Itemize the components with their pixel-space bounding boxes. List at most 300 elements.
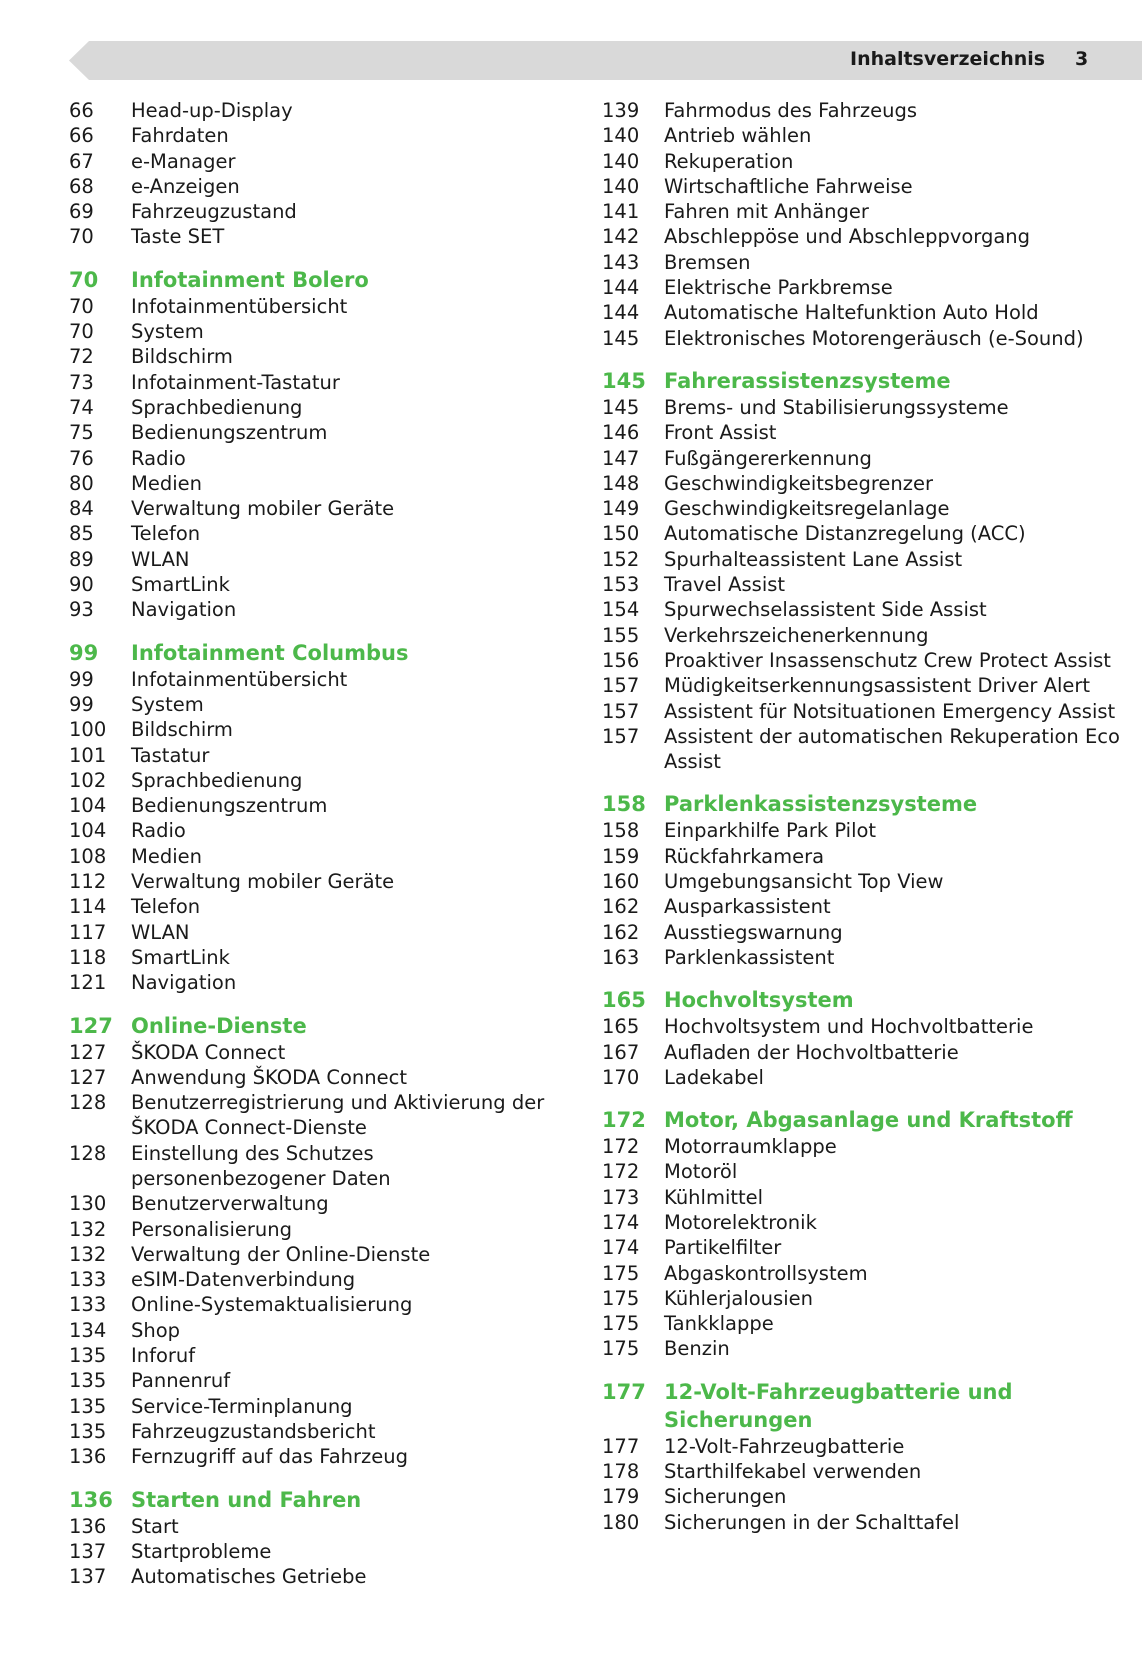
toc-entry[interactable]	[69, 521, 569, 546]
toc-page-number: 153	[602, 573, 640, 597]
toc-page-number: 104	[69, 794, 107, 818]
toc-title: Fußgängererkennung	[664, 446, 872, 470]
toc-page-number: 136	[69, 1487, 113, 1512]
toc-page-number: 121	[69, 971, 107, 995]
toc-title: Tastatur	[131, 743, 210, 767]
toc-page-number: 157	[602, 724, 640, 748]
toc-title: Geschwindigkeitsregelanlage	[664, 497, 950, 521]
toc-title: e-Manager	[131, 149, 236, 173]
toc-page-number: 140	[602, 124, 640, 148]
toc-title: Online-Systemaktualisierung	[131, 1293, 413, 1317]
toc-entry[interactable]	[69, 547, 569, 572]
toc-page-number: 137	[69, 1565, 107, 1589]
toc-title: Motoröl	[664, 1160, 738, 1184]
toc-entry[interactable]	[602, 1434, 1122, 1459]
toc-page-number: 127	[69, 1040, 107, 1064]
toc-title: Abschleppöse und Abschleppvorgang	[664, 225, 1031, 249]
toc-title: Startprobleme	[131, 1539, 272, 1563]
toc-entry[interactable]	[602, 1311, 1122, 1336]
toc-entry[interactable]	[602, 1235, 1122, 1260]
toc-page-number: 137	[69, 1539, 107, 1563]
toc-section-heading[interactable]	[602, 986, 1122, 1014]
toc-entry[interactable]	[69, 1065, 569, 1090]
toc-page-number: 112	[69, 870, 107, 894]
toc-entry[interactable]	[602, 547, 1122, 572]
toc-title: Parklenkassistenzsysteme	[664, 792, 978, 817]
toc-title: Ausstiegswarnung	[664, 920, 843, 944]
toc-page-number: 147	[602, 446, 640, 470]
toc-entry[interactable]	[69, 1514, 569, 1539]
toc-page-number: 69	[69, 200, 94, 224]
toc-title: Radio	[131, 446, 186, 470]
toc-page-number: 80	[69, 471, 94, 495]
toc-page-number: 85	[69, 522, 94, 546]
toc-title: Automatische Haltefunktion Auto Hold	[664, 301, 1039, 325]
toc-entry[interactable]	[69, 1444, 569, 1469]
toc-page-number: 141	[602, 200, 640, 224]
toc-entry[interactable]	[602, 945, 1122, 970]
toc-page-number: 67	[69, 149, 94, 173]
toc-page-number: 155	[602, 623, 640, 647]
toc-page-number: 150	[602, 522, 640, 546]
toc-page-number: 177	[602, 1379, 646, 1404]
toc-entry[interactable]	[69, 894, 569, 919]
toc-title: Rekuperation	[664, 149, 794, 173]
toc-title: System	[131, 320, 204, 344]
toc-title: Automatische Distanzregelung (ACC)	[664, 522, 1026, 546]
toc-page-number: 74	[69, 395, 94, 419]
toc-entry[interactable]	[69, 1394, 569, 1419]
toc-entry[interactable]	[602, 1484, 1122, 1509]
toc-page-number: 158	[602, 792, 646, 817]
toc-entry[interactable]	[69, 174, 569, 199]
toc-entry[interactable]	[602, 395, 1122, 420]
toc-page-number: 99	[69, 667, 94, 691]
toc-page-number: 160	[602, 870, 640, 894]
toc-title: Starthilfekabel verwenden	[664, 1460, 922, 1484]
toc-page-number: 70	[69, 294, 94, 318]
page-number: 3	[1075, 48, 1089, 70]
toc-page-number: 70	[69, 225, 94, 249]
toc-entry[interactable]	[69, 1419, 569, 1444]
toc-title: Motorraumklappe	[664, 1135, 837, 1159]
toc-entry[interactable]	[602, 250, 1122, 275]
toc-page-number: 163	[602, 945, 640, 969]
toc-page-number: 174	[602, 1210, 640, 1234]
toc-title: Parklenkassistent	[664, 945, 835, 969]
toc-page-number: 99	[69, 640, 99, 665]
toc-title: Verwaltung mobiler Geräte	[131, 870, 395, 894]
toc-column-right	[602, 98, 1122, 1535]
toc-page-number: 128	[69, 1091, 107, 1115]
toc-title: Telefon	[131, 522, 201, 546]
toc-page-number: 130	[69, 1192, 107, 1216]
toc-entry[interactable]	[69, 1343, 569, 1368]
toc-page-number: 145	[602, 326, 640, 350]
toc-page-number: 136	[69, 1445, 107, 1469]
toc-section-heading[interactable]	[69, 266, 569, 294]
toc-title: Antrieb wählen	[664, 124, 812, 148]
toc-title: Automatisches Getriebe	[131, 1565, 367, 1589]
toc-title: Taste SET	[131, 225, 225, 249]
toc-section-heading[interactable]	[602, 790, 1122, 818]
toc-entry[interactable]	[602, 920, 1122, 945]
toc-entry[interactable]	[602, 1159, 1122, 1184]
toc-title: Pannenruf	[131, 1369, 231, 1393]
toc-page-number: 135	[69, 1419, 107, 1443]
toc-title: Müdigkeitserkennungsassistent Driver Alert	[664, 674, 1091, 698]
toc-page-number: 175	[602, 1312, 640, 1336]
toc-title: Ladekabel	[664, 1065, 764, 1089]
toc-entry[interactable]	[69, 319, 569, 344]
toc-page-number: 170	[602, 1065, 640, 1089]
toc-entry[interactable]	[602, 496, 1122, 521]
toc-title: Einstellung des Schutzes personenbezogener Daten	[131, 1141, 391, 1190]
toc-title: Bildschirm	[131, 718, 233, 742]
toc-entry[interactable]	[69, 1267, 569, 1292]
toc-entry[interactable]	[602, 1510, 1122, 1535]
toc-title: Navigation	[131, 971, 237, 995]
toc-page-number: 180	[602, 1510, 640, 1534]
toc-title: Fahrdaten	[131, 124, 229, 148]
toc-page-number: 108	[69, 844, 107, 868]
toc-entry[interactable]	[69, 294, 569, 319]
toc-entry[interactable]	[602, 1286, 1122, 1311]
toc-entry[interactable]	[69, 1539, 569, 1564]
toc-page-number: 70	[69, 320, 94, 344]
toc-entry[interactable]	[602, 199, 1122, 224]
toc-entry[interactable]	[602, 174, 1122, 199]
toc-page-number: 135	[69, 1344, 107, 1368]
toc-page-number: 101	[69, 743, 107, 767]
toc-title: Travel Assist	[664, 573, 786, 597]
toc-page-number: 175	[602, 1286, 640, 1310]
toc-page-number: 172	[602, 1135, 640, 1159]
toc-page-number: 139	[602, 99, 640, 122]
toc-entry[interactable]	[69, 572, 569, 597]
toc-entry[interactable]	[602, 699, 1122, 724]
toc-entry[interactable]	[69, 420, 569, 445]
toc-title: WLAN	[131, 920, 190, 944]
toc-entry[interactable]	[602, 123, 1122, 148]
toc-entry[interactable]	[69, 970, 569, 995]
toc-page-number: 133	[69, 1293, 107, 1317]
toc-page-number: 175	[602, 1337, 640, 1361]
toc-title: Fahrmodus des Fahrzeugs	[664, 99, 918, 122]
toc-page-number: 174	[602, 1236, 640, 1260]
toc-title: SmartLink	[131, 573, 230, 597]
toc-page-number: 114	[69, 895, 107, 919]
toc-entry[interactable]	[69, 1191, 569, 1216]
toc-title: Medien	[131, 471, 202, 495]
toc-title: Service-Terminplanung	[131, 1394, 353, 1418]
toc-entry[interactable]	[69, 844, 569, 869]
toc-title: Online-Dienste	[131, 1013, 307, 1038]
toc-entry[interactable]	[602, 1210, 1122, 1235]
toc-entry[interactable]	[602, 673, 1122, 698]
toc-page-number: 134	[69, 1318, 107, 1342]
toc-title: Verkehrszeichenerkennung	[664, 623, 929, 647]
toc-page-number: 93	[69, 598, 94, 622]
toc-entry[interactable]	[69, 1242, 569, 1267]
toc-entry[interactable]	[69, 1090, 569, 1141]
toc-entry[interactable]	[602, 1065, 1122, 1090]
toc-entry[interactable]	[69, 344, 569, 369]
toc-title: eSIM-Datenverbindung	[131, 1268, 356, 1292]
toc-entry[interactable]	[602, 724, 1122, 775]
toc-page-number: 149	[602, 497, 640, 521]
toc-page-number: 159	[602, 844, 640, 868]
toc-page-number: 152	[602, 547, 640, 571]
toc-title: Partikelfilter	[664, 1236, 782, 1260]
toc-title: Benzin	[664, 1337, 730, 1361]
toc-section-heading[interactable]	[69, 639, 569, 667]
toc-section-heading[interactable]	[69, 1012, 569, 1040]
toc-title: Personalisierung	[131, 1217, 292, 1241]
toc-entry[interactable]	[69, 98, 569, 123]
toc-entry[interactable]	[69, 446, 569, 471]
toc-title: Radio	[131, 819, 186, 843]
toc-title: ŠKODA Connect	[131, 1040, 286, 1064]
toc-entry[interactable]	[602, 149, 1122, 174]
toc-page-number: 142	[602, 225, 640, 249]
toc-entry[interactable]	[602, 420, 1122, 445]
toc-title: Fernzugriff auf das Fahrzeug	[131, 1445, 408, 1469]
toc-entry[interactable]	[69, 743, 569, 768]
toc-title: Umgebungsansicht Top View	[664, 870, 944, 894]
toc-column-left	[69, 98, 569, 1589]
toc-entry[interactable]	[602, 326, 1122, 351]
toc-page-number: 135	[69, 1369, 107, 1393]
toc-page-number: 162	[602, 920, 640, 944]
toc-page-number: 72	[69, 345, 94, 369]
toc-entry[interactable]	[69, 370, 569, 395]
toc-entry[interactable]	[69, 1368, 569, 1393]
toc-entry[interactable]	[602, 1185, 1122, 1210]
toc-section-heading[interactable]	[602, 1106, 1122, 1134]
toc-entry[interactable]	[602, 1040, 1122, 1065]
toc-page-number: 132	[69, 1217, 107, 1241]
toc-entry[interactable]	[602, 597, 1122, 622]
toc-title: Elektrische Parkbremse	[664, 276, 893, 300]
toc-title: Bildschirm	[131, 345, 233, 369]
toc-section-heading[interactable]	[69, 1486, 569, 1514]
toc-page-number: 144	[602, 301, 640, 325]
toc-title: Front Assist	[664, 421, 777, 445]
toc-title: Rückfahrkamera	[664, 844, 825, 868]
toc-page-number: 99	[69, 692, 94, 716]
toc-entry[interactable]	[602, 300, 1122, 325]
toc-entry[interactable]	[602, 1014, 1122, 1039]
toc-entry[interactable]	[69, 1564, 569, 1589]
toc-entry[interactable]	[602, 572, 1122, 597]
toc-page-number: 140	[602, 149, 640, 173]
toc-title: Kühlerjalousien	[664, 1286, 813, 1310]
toc-entry[interactable]	[69, 1040, 569, 1065]
toc-title: Assistent der automatischen Rekuperation Eco Assist	[664, 724, 1120, 774]
toc-title: Verwaltung mobiler Geräte	[131, 497, 395, 521]
toc-page-number: 154	[602, 598, 640, 622]
toc-title: Aufladen der Hochvoltbatterie	[664, 1040, 959, 1064]
toc-title: Tankklappe	[664, 1312, 774, 1336]
toc-title: Anwendung ŠKODA Connect	[131, 1065, 407, 1089]
toc-entry[interactable]	[69, 395, 569, 420]
toc-entry[interactable]	[69, 496, 569, 521]
toc-title: Fahrzeugzustand	[131, 200, 297, 224]
toc-page-number: 100	[69, 718, 107, 742]
toc-title: Sprachbedienung	[131, 395, 303, 419]
toc-title: Hochvoltsystem	[664, 988, 854, 1013]
toc-page-number: 117	[69, 920, 107, 944]
toc-title: WLAN	[131, 547, 190, 571]
toc-page-number: 127	[69, 1013, 113, 1038]
toc-page-number: 172	[602, 1108, 646, 1133]
toc-page-number: 76	[69, 446, 94, 470]
toc-entry[interactable]	[69, 692, 569, 717]
toc-title: Brems- und Stabilisierungssysteme	[664, 395, 1009, 419]
toc-entry[interactable]	[602, 818, 1122, 843]
toc-title: Motorelektronik	[664, 1210, 817, 1234]
toc-page-number: 118	[69, 945, 107, 969]
toc-entry[interactable]	[69, 869, 569, 894]
toc-title: Sicherungen	[664, 1485, 787, 1509]
toc-page-number: 70	[69, 267, 99, 292]
toc-entry[interactable]	[69, 793, 569, 818]
toc-entry[interactable]	[602, 224, 1122, 249]
toc-page-number: 146	[602, 421, 640, 445]
toc-page-number: 145	[602, 395, 640, 419]
toc-title: Benutzerverwaltung	[131, 1192, 329, 1216]
toc-page-number: 140	[602, 174, 640, 198]
toc-title: Inforuf	[131, 1344, 196, 1368]
toc-entry[interactable]	[602, 471, 1122, 496]
toc-title: Infotainment Columbus	[131, 640, 409, 665]
toc-entry[interactable]	[69, 149, 569, 174]
toc-entry[interactable]	[69, 818, 569, 843]
toc-entry[interactable]	[602, 648, 1122, 673]
toc-entry[interactable]	[602, 521, 1122, 546]
toc-entry[interactable]	[602, 1261, 1122, 1286]
toc-entry[interactable]	[602, 894, 1122, 919]
toc-title: SmartLink	[131, 945, 230, 969]
toc-section-heading[interactable]	[602, 1378, 1122, 1434]
toc-page-number: 135	[69, 1394, 107, 1418]
toc-entry[interactable]	[69, 1141, 569, 1192]
toc-entry[interactable]	[602, 1459, 1122, 1484]
toc-entry[interactable]	[69, 920, 569, 945]
toc-page-number: 156	[602, 648, 640, 672]
toc-title: Fahrzeugzustandsbericht	[131, 1419, 376, 1443]
toc-page-number: 175	[602, 1261, 640, 1285]
toc-entry[interactable]	[69, 1318, 569, 1343]
toc-title: Bedienungszentrum	[131, 794, 328, 818]
toc-title: Infotainment Bolero	[131, 267, 369, 292]
toc-entry[interactable]	[69, 717, 569, 742]
toc-title: Hochvoltsystem und Hochvoltbatterie	[664, 1015, 1034, 1039]
toc-title: Ausparkassistent	[664, 895, 831, 919]
toc-entry[interactable]	[69, 471, 569, 496]
toc-title: Starten und Fahren	[131, 1487, 362, 1512]
toc-entry[interactable]	[69, 667, 569, 692]
toc-page-number: 89	[69, 547, 94, 571]
toc-entry[interactable]	[69, 224, 569, 249]
toc-title: Einparkhilfe Park Pilot	[664, 819, 877, 843]
toc-page-number: 127	[69, 1065, 107, 1089]
toc-page-number: 75	[69, 421, 94, 445]
toc-title: Kühlmittel	[664, 1185, 764, 1209]
toc-entry[interactable]	[69, 199, 569, 224]
toc-page-number: 90	[69, 573, 94, 597]
toc-title: Assistent für Notsituationen Emergency Assist	[664, 699, 1116, 723]
toc-title: Motor, Abgasanlage und Kraftstoff	[664, 1108, 1073, 1133]
toc-page-number: 128	[69, 1141, 107, 1165]
toc-entry[interactable]	[69, 1217, 569, 1242]
toc-title: Head-up-Display	[131, 99, 293, 122]
toc-title: Infotainment-Tastatur	[131, 370, 340, 394]
toc-title: 12-Volt-Fahrzeugbatterie	[664, 1434, 905, 1458]
toc-page-number: 66	[69, 124, 94, 148]
toc-title: Spurhalteassistent Lane Assist	[664, 547, 963, 571]
toc-title: Geschwindigkeitsbegrenzer	[664, 471, 934, 495]
toc-entry[interactable]	[602, 623, 1122, 648]
toc-title: Fahren mit Anhänger	[664, 200, 869, 224]
toc-entry[interactable]	[69, 768, 569, 793]
toc-page-number: 157	[602, 674, 640, 698]
toc-title: Medien	[131, 844, 202, 868]
toc-entry[interactable]	[602, 844, 1122, 869]
toc-page-number: 145	[602, 368, 646, 393]
toc-page-number: 165	[602, 1015, 640, 1039]
toc-entry[interactable]	[602, 446, 1122, 471]
toc-page-number: 178	[602, 1460, 640, 1484]
toc-page-number: 173	[602, 1185, 640, 1209]
toc-title: Telefon	[131, 895, 201, 919]
toc-title: Wirtschaftliche Fahrweise	[664, 174, 913, 198]
toc-page-number: 157	[602, 699, 640, 723]
toc-page-number: 148	[602, 471, 640, 495]
toc-page-number: 172	[602, 1160, 640, 1184]
toc-entry[interactable]	[602, 98, 1122, 123]
toc-title: Elektronisches Motorengeräusch (e-Sound)	[664, 326, 1084, 350]
toc-title: Infotainmentübersicht	[131, 667, 348, 691]
toc-title: Abgaskontrollsystem	[664, 1261, 868, 1285]
toc-page-number: 167	[602, 1040, 640, 1064]
toc-title: Fahrerassistenzsysteme	[664, 368, 951, 393]
toc-entry[interactable]	[69, 945, 569, 970]
toc-page-number: 144	[602, 276, 640, 300]
toc-entry[interactable]	[602, 1336, 1122, 1361]
toc-title: Infotainmentübersicht	[131, 294, 348, 318]
toc-page-number: 162	[602, 895, 640, 919]
toc-page-number: 143	[602, 250, 640, 274]
toc-section-heading[interactable]	[602, 367, 1122, 395]
toc-title: 12-Volt-Fahrzeugbatterie und Sicherungen	[664, 1379, 1013, 1432]
toc-entry[interactable]	[69, 123, 569, 148]
toc-entry[interactable]	[602, 275, 1122, 300]
toc-page-number: 68	[69, 174, 94, 198]
toc-title: Sicherungen in der Schalttafel	[664, 1510, 960, 1534]
toc-page-number: 102	[69, 768, 107, 792]
toc-entry[interactable]	[69, 1292, 569, 1317]
toc-page-number: 66	[69, 99, 94, 122]
toc-page-number: 104	[69, 819, 107, 843]
toc-title: Bremsen	[664, 250, 751, 274]
toc-entry[interactable]	[602, 869, 1122, 894]
toc-entry[interactable]	[69, 597, 569, 622]
toc-title: Proaktiver Insassenschutz Crew Protect Assist	[664, 648, 1111, 672]
toc-entry[interactable]	[602, 1134, 1122, 1159]
toc-page-number: 158	[602, 819, 640, 843]
